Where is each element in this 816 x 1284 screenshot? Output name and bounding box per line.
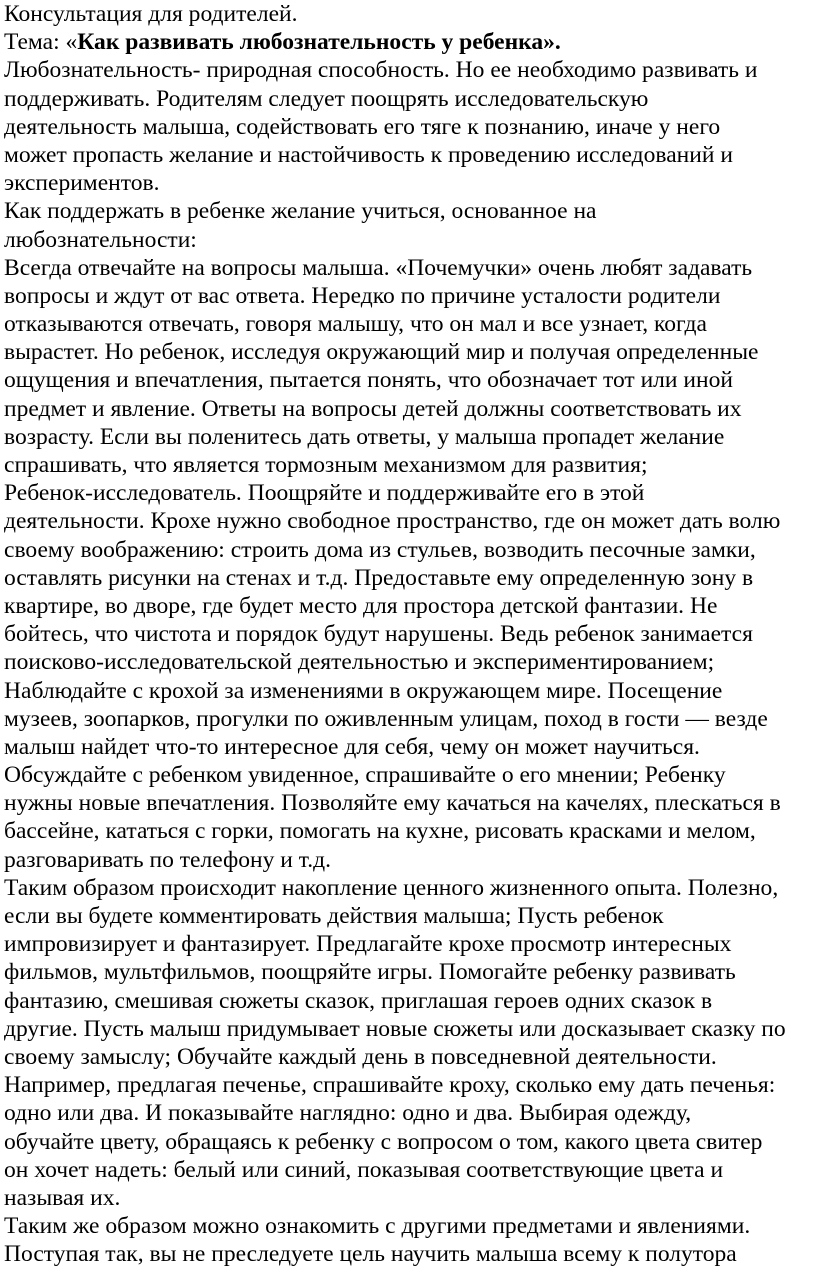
text-line: Любознательность- природная способность. Но ее необходимо развивать и — [4, 57, 758, 84]
text-line: своему воображению: строить дома из стульев, возводить песочные замки, — [4, 536, 756, 563]
text-line: ощущения и впечатления, пытается понять, что обозначает тот или иной — [4, 367, 733, 394]
text-line: импровизирует и фантазирует. Предлагайте крохе просмотр интересных — [4, 931, 732, 958]
text-line: бассейне, кататься с горки, помогать на кухне, рисовать красками и мелом, — [4, 818, 756, 845]
text-line: Как поддержать в ребенке желание учиться, основанное на — [4, 198, 597, 225]
text-line: музеев, зоопарков, прогулки по оживленным улицам, поход в гости — везде — [4, 705, 768, 732]
text-line: нужны новые впечатления. Позволяйте ему качаться на качелях, плескаться в — [4, 790, 781, 817]
text-line: предмет и явление. Ответы на вопросы детей должны соответствовать их — [4, 395, 742, 422]
document-topic — [4, 28, 814, 56]
text-line: квартире, во дворе, где будет место для простора детской фантазии. Не — [4, 592, 718, 619]
text-line: бойтесь, что чистота и порядок будут нарушены. Ведь ребенок занимается — [4, 621, 753, 648]
text-line: Поступая так, вы не преследуете цель научить малыша всему к полутора — [4, 1241, 737, 1268]
text-line: Таким же образом можно ознакомить с другими предметами и явлениями. — [4, 1213, 751, 1240]
text-line: вопросы и ждут от вас ответа. Нередко по причине усталости родители — [4, 282, 721, 309]
text-line: фильмов, мультфильмов, поощряйте игры. Помогайте ребенку развивать — [4, 959, 736, 986]
text-line: называя их. — [4, 1184, 121, 1211]
topic-title: Как развивать любознательность у ребенка». — [77, 29, 561, 56]
text-line: отказываются отвечать, говоря малышу, что он мал и все узнает, когда — [4, 311, 707, 338]
text-line: Наблюдайте с крохой за изменениями в окружающем мире. Посещение — [4, 677, 723, 704]
text-line: обучайте цвету, обращаясь к ребенку с вопросом о том, какого цвета свитер — [4, 1128, 763, 1155]
text-line: фантазию, смешивая сюжеты сказок, приглашая героев одних сказок в — [4, 987, 713, 1014]
text-line: он хочет надеть: белый или синий, показывая соответствующие цвета и — [4, 1156, 724, 1183]
text-line: малыш найдет что-то интересное для себя, чему он может научиться. — [4, 733, 700, 760]
text-line: Обсуждайте с ребенком увиденное, спрашивайте о его мнении; Ребенку — [4, 762, 726, 789]
text-line: Всегда отвечайте на вопросы малыша. «Почемучки» очень любят задавать — [4, 254, 753, 281]
text-line: возрасту. Если вы поленитесь дать ответы, у малыша пропадет желание — [4, 423, 725, 450]
text-line: одно или два. И показывайте наглядно: одно и два. Выбирая одежду, — [4, 1100, 692, 1127]
text-line: Например, предлагая печенье, спрашивайте кроху, сколько ему дать печенья: — [4, 1072, 776, 1099]
text-line: оставлять рисунки на стенах и т.д. Предоставьте ему определенную зону в — [4, 564, 754, 591]
text-line: деятельность малыша, содействовать его тяге к познанию, иначе у него — [4, 113, 721, 140]
text-line: Ребенок-исследователь. Поощряйте и поддерживайте его в этой — [4, 480, 645, 507]
text-line: своему замыслу; Обучайте каждый день в повседневной деятельности. — [4, 1043, 717, 1070]
text-line: если вы будете комментировать действия малыша; Пусть ребенок — [4, 903, 664, 929]
text-line: может пропасть желание и настойчивость к проведению исследований и — [4, 141, 733, 168]
topic-prefix: Тема: « — [4, 29, 78, 56]
document-header: Консультация для родителей. — [4, 1, 298, 27]
text-line: разговаривать по телефону и т.д. — [4, 846, 331, 873]
text-line: вырастет. Но ребенок, исследуя окружающий мир и получая определенные — [4, 339, 759, 366]
text-line: поддерживать. Родителям следует поощрять исследовательскую — [4, 85, 649, 112]
text-line: деятельности. Крохе нужно свободное пространство, где он может дать волю — [4, 508, 781, 535]
text-line: экспериментов. — [4, 170, 160, 197]
text-line: Таким образом происходит накопление ценного жизненного опыта. Полезно, — [4, 874, 779, 901]
text-line: любознательности: — [4, 226, 197, 253]
text-line: другие. Пусть малыш придумывает новые сюжеты или досказывает сказку по — [4, 1015, 786, 1042]
text-line: поисково-исследовательской деятельностью и экспериментированием; — [4, 649, 715, 676]
text-line: спрашивать, что является тормозным механизмом для развития; — [4, 452, 648, 478]
